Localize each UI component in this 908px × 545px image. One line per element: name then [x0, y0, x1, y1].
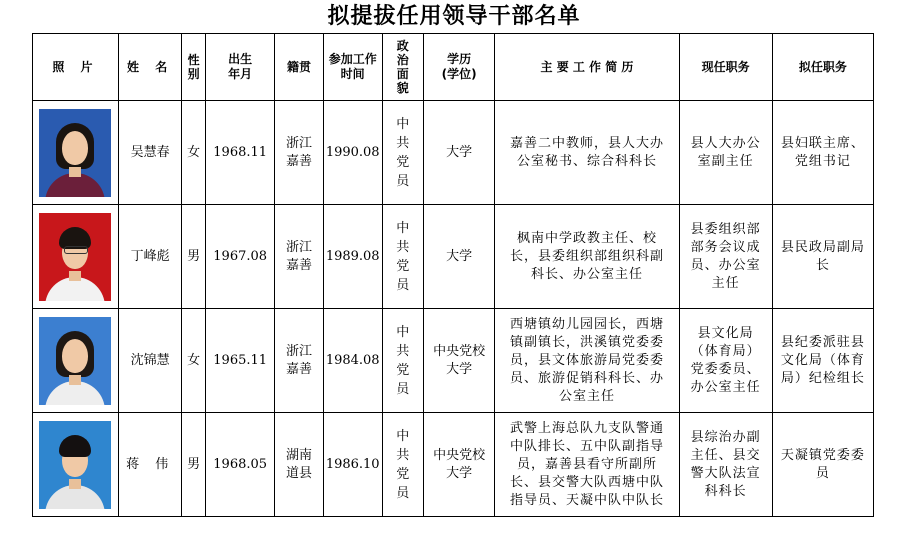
portrait-photo	[39, 317, 111, 405]
photo-cell	[33, 205, 119, 309]
cell-work-start: 1984.08	[323, 309, 382, 413]
header-gender: 性别	[182, 34, 206, 101]
cell-education: 大学	[423, 205, 495, 309]
cell-party: 中共党员	[382, 309, 423, 413]
cell-origin: 浙江嘉善	[275, 101, 323, 205]
cell-birth: 1965.11	[205, 309, 275, 413]
header-education: 学历(学位)	[423, 34, 495, 101]
cell-origin: 湖南道县	[275, 413, 323, 517]
cell-proposed-post: 县民政局副局长	[772, 205, 873, 309]
header-proposed-post: 拟任职务	[772, 34, 873, 101]
header-photo: 照 片	[33, 34, 119, 101]
table-row	[33, 309, 874, 413]
cell-current-post: 县综治办副主任、县交警大队法宣科科长	[679, 413, 772, 517]
cell-proposed-post: 县妇联主席、党组书记	[772, 101, 873, 205]
cell-current-post: 县文化局（体育局）党委委员、办公室主任	[679, 309, 772, 413]
photo-cell	[33, 413, 119, 517]
cell-birth: 1968.11	[205, 101, 275, 205]
photo-cell	[33, 309, 119, 413]
cell-resume: 西塘镇幼儿园园长，西塘镇副镇长，洪溪镇党委委员，县文体旅游局党委委员、旅游促销科科长、办公室主任	[495, 309, 679, 413]
cell-education: 大学	[423, 101, 495, 205]
cell-resume: 枫南中学政教主任、校长，县委组织部组织科副科长、办公室主任	[495, 205, 679, 309]
cell-name: 吴慧春	[118, 101, 181, 205]
cell-education: 中央党校大学	[423, 413, 495, 517]
cell-gender: 女	[182, 309, 206, 413]
cell-proposed-post: 天凝镇党委委员	[772, 413, 873, 517]
photo-cell	[33, 101, 119, 205]
table-row	[33, 413, 874, 517]
cell-party: 中共党员	[382, 101, 423, 205]
portrait-photo	[39, 421, 111, 509]
cell-resume: 武警上海总队九支队警通中队排长、五中队副指导员，嘉善县看守所副所长、县交警大队西塘中队指导员、天凝中队中队长	[495, 413, 679, 517]
header-resume: 主 要 工 作 简 历	[495, 34, 679, 101]
cell-origin: 浙江嘉善	[275, 309, 323, 413]
cell-gender: 女	[182, 101, 206, 205]
cell-proposed-post: 县纪委派驻县文化局（体育局）纪检组长	[772, 309, 873, 413]
cell-current-post: 县委组织部部务会议成员、办公室主任	[679, 205, 772, 309]
portrait-photo	[39, 213, 111, 301]
cell-birth: 1967.08	[205, 205, 275, 309]
header-current-post: 现任职务	[679, 34, 772, 101]
header-party: 政治面貌	[382, 34, 423, 101]
cell-resume: 嘉善二中教师，县人大办公室秘书、综合科科长	[495, 101, 679, 205]
header-origin: 籍贯	[275, 34, 323, 101]
header-name: 姓 名	[118, 34, 181, 101]
cell-party: 中共党员	[382, 413, 423, 517]
cell-work-start: 1990.08	[323, 101, 382, 205]
table-row	[33, 101, 874, 205]
cell-gender: 男	[182, 205, 206, 309]
cell-name: 沈锦慧	[118, 309, 181, 413]
document-title: 拟提拔任用领导干部名单	[327, 4, 581, 29]
cell-name: 丁峰彪	[118, 205, 181, 309]
cell-origin: 浙江嘉善	[275, 205, 323, 309]
table-row	[33, 205, 874, 309]
cell-work-start: 1986.10	[323, 413, 382, 517]
cell-current-post: 县人大办公室副主任	[679, 101, 772, 205]
cell-education: 中央党校大学	[423, 309, 495, 413]
header-birth: 出生年月	[205, 34, 275, 101]
header-work-start: 参加工作时间	[323, 34, 382, 101]
cadre-roster-table	[32, 33, 874, 517]
cell-work-start: 1989.08	[323, 205, 382, 309]
cell-party: 中共党员	[382, 205, 423, 309]
cell-gender: 男	[182, 413, 206, 517]
portrait-photo	[39, 109, 111, 197]
cell-name: 蒋 伟	[118, 413, 181, 517]
cell-birth: 1968.05	[205, 413, 275, 517]
header-row	[33, 34, 874, 101]
